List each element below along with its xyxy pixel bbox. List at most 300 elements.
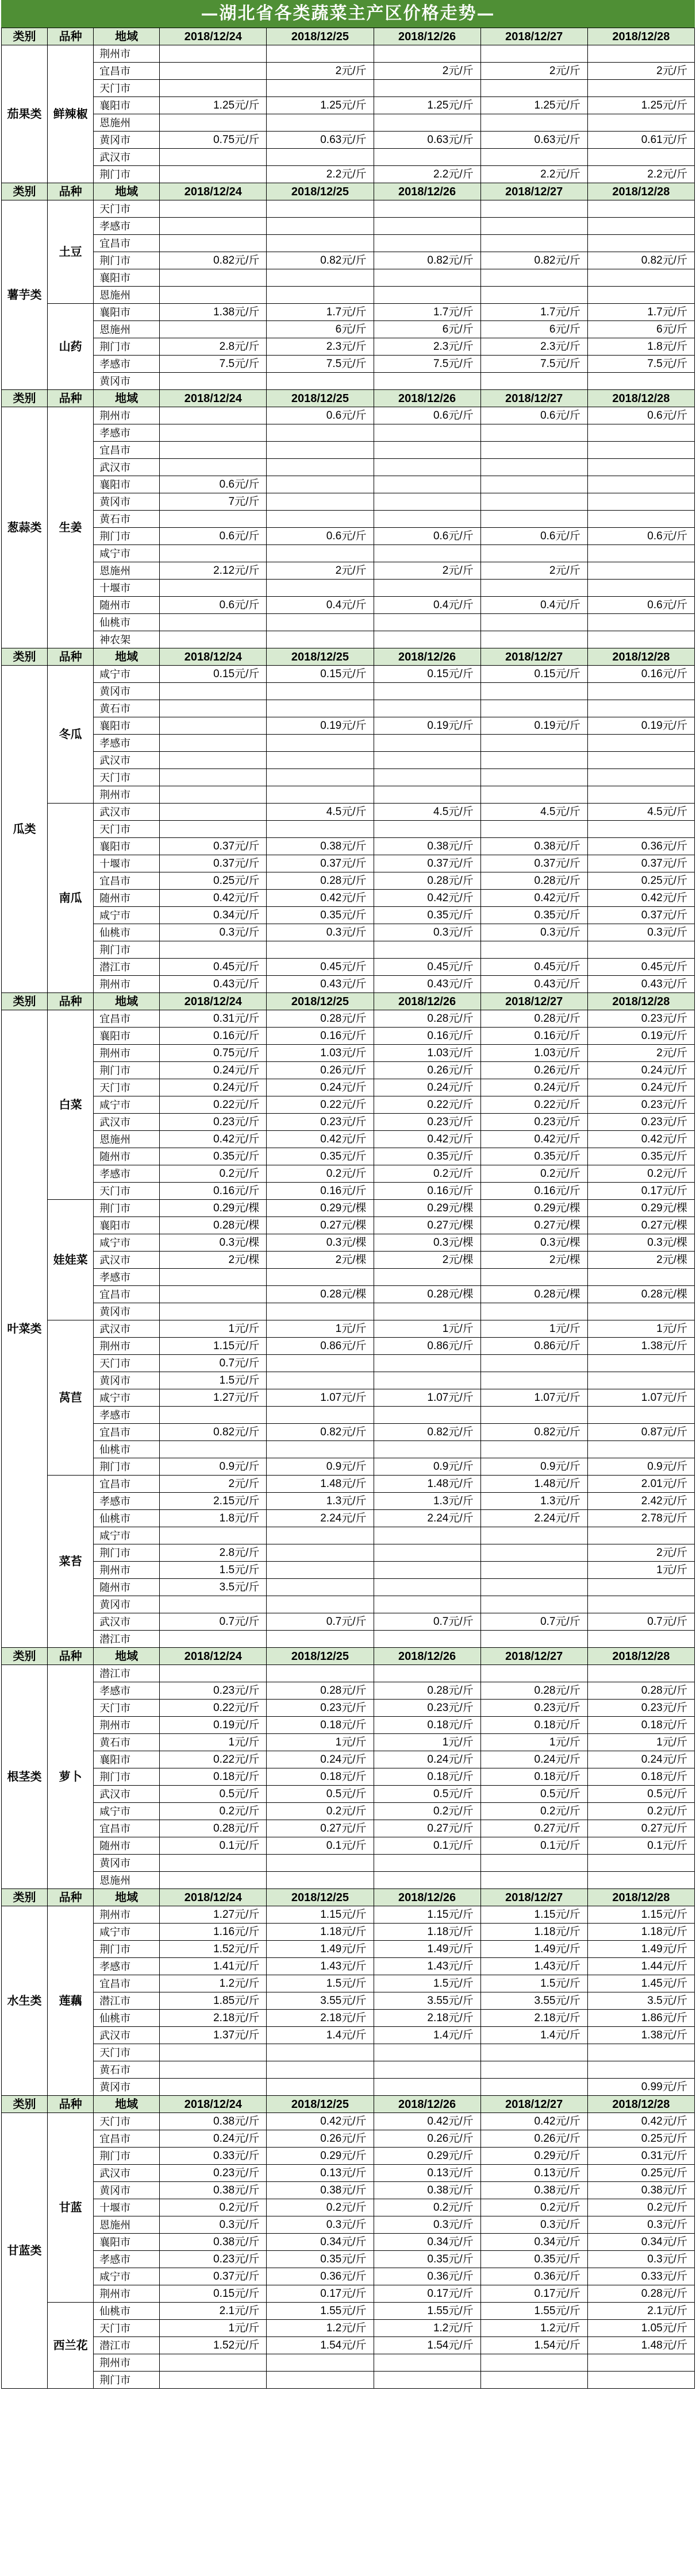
price-cell bbox=[267, 1355, 374, 1372]
price-cell: 0.23元/斤 bbox=[267, 1114, 374, 1131]
price-cell bbox=[267, 459, 374, 476]
region-cell: 宜昌市 bbox=[94, 1424, 160, 1441]
table-row bbox=[2, 1062, 695, 1079]
price-cell: 0.86元/斤 bbox=[374, 1338, 480, 1355]
price-cell: 7.5元/斤 bbox=[480, 356, 587, 373]
table-row bbox=[2, 700, 695, 717]
price-cell: 0.43元/斤 bbox=[160, 976, 267, 993]
table-row bbox=[2, 511, 695, 528]
price-cell bbox=[374, 1544, 480, 1562]
price-cell: 4.5元/斤 bbox=[374, 804, 480, 821]
price-cell: 0.24元/斤 bbox=[587, 1062, 694, 1079]
price-cell: 7.5元/斤 bbox=[374, 356, 480, 373]
price-cell: 0.18元/斤 bbox=[267, 1717, 374, 1734]
price-cell: 0.13元/斤 bbox=[374, 2165, 480, 2182]
price-cell: 1.15元/斤 bbox=[480, 1906, 587, 1924]
header-cell: 品种 bbox=[48, 2096, 94, 2113]
price-cell: 1.52元/斤 bbox=[160, 1941, 267, 1958]
price-cell: 0.1元/斤 bbox=[267, 1837, 374, 1855]
price-cell: 2.18元/斤 bbox=[480, 2010, 587, 2027]
price-cell bbox=[160, 149, 267, 166]
price-cell bbox=[160, 1303, 267, 1320]
price-cell: 0.42元/斤 bbox=[374, 890, 480, 907]
price-cell: 2.12元/斤 bbox=[160, 562, 267, 580]
region-cell: 天门市 bbox=[94, 80, 160, 97]
price-cell: 1元/斤 bbox=[374, 1320, 480, 1338]
region-cell: 荆门市 bbox=[94, 1200, 160, 1217]
section-header-row bbox=[2, 1648, 695, 1665]
region-cell: 潜江市 bbox=[94, 959, 160, 976]
region-cell: 武汉市 bbox=[94, 1320, 160, 1338]
region-cell: 咸宁市 bbox=[94, 1527, 160, 1544]
price-cell: 4.5元/斤 bbox=[267, 804, 374, 821]
price-cell: 1.85元/斤 bbox=[160, 1992, 267, 2010]
region-cell: 荆州市 bbox=[94, 1906, 160, 1924]
price-cell: 0.29元/棵 bbox=[160, 1200, 267, 1217]
price-cell: 0.82元/斤 bbox=[374, 1424, 480, 1441]
region-cell: 黄石市 bbox=[94, 1734, 160, 1751]
price-cell: 2.15元/斤 bbox=[160, 1493, 267, 1510]
region-cell: 天门市 bbox=[94, 1700, 160, 1717]
price-cell: 1.2元/斤 bbox=[267, 2320, 374, 2337]
price-cell bbox=[160, 752, 267, 769]
price-cell: 1.49元/斤 bbox=[374, 1941, 480, 1958]
price-cell bbox=[374, 1441, 480, 1458]
region-cell: 宜昌市 bbox=[94, 1975, 160, 1992]
price-cell: 0.5元/斤 bbox=[587, 1786, 694, 1803]
table-row bbox=[2, 269, 695, 287]
price-cell: 2元/斤 bbox=[160, 1476, 267, 1493]
price-cell bbox=[160, 287, 267, 304]
price-cell bbox=[374, 1562, 480, 1579]
table-row bbox=[2, 804, 695, 821]
price-cell: 0.18元/斤 bbox=[587, 1768, 694, 1786]
price-cell bbox=[374, 786, 480, 804]
region-cell: 十堰市 bbox=[94, 855, 160, 872]
table-row bbox=[2, 1510, 695, 1527]
price-cell: 0.16元/斤 bbox=[160, 1183, 267, 1200]
price-cell: 0.16元/斤 bbox=[267, 1183, 374, 1200]
region-cell: 咸宁市 bbox=[94, 1096, 160, 1114]
price-cell: 0.7元/斤 bbox=[267, 1613, 374, 1631]
price-cell: 0.9元/斤 bbox=[587, 1458, 694, 1476]
table-row bbox=[2, 252, 695, 269]
region-cell: 孝感市 bbox=[94, 218, 160, 235]
table-row bbox=[2, 1906, 695, 1924]
price-cell bbox=[160, 821, 267, 838]
price-cell: 0.23元/斤 bbox=[587, 1114, 694, 1131]
price-cell: 0.1元/斤 bbox=[374, 1837, 480, 1855]
price-cell bbox=[480, 786, 587, 804]
price-cell: 0.22元/斤 bbox=[374, 1096, 480, 1114]
table-row bbox=[2, 924, 695, 941]
table-row bbox=[2, 2285, 695, 2303]
price-cell bbox=[374, 1855, 480, 1872]
header-cell: 品种 bbox=[48, 1648, 94, 1665]
table-row bbox=[2, 631, 695, 648]
price-cell: 0.27元/棵 bbox=[587, 1217, 694, 1234]
region-cell: 荆州市 bbox=[94, 1338, 160, 1355]
price-cell: 0.17元/斤 bbox=[587, 1183, 694, 1200]
category-cell: 叶菜类 bbox=[2, 1010, 48, 1648]
region-cell: 天门市 bbox=[94, 200, 160, 218]
price-cell bbox=[267, 1855, 374, 1872]
table-row bbox=[2, 769, 695, 786]
section-header-row bbox=[2, 648, 695, 666]
price-cell: 2.18元/斤 bbox=[267, 2010, 374, 2027]
region-cell: 武汉市 bbox=[94, 804, 160, 821]
region-cell: 荆门市 bbox=[94, 1544, 160, 1562]
price-cell: 0.19元/斤 bbox=[587, 1028, 694, 1045]
variety-cell: 西兰花 bbox=[48, 2303, 94, 2389]
price-cell bbox=[587, 200, 694, 218]
table-row bbox=[2, 2268, 695, 2285]
header-cell: 类别 bbox=[2, 1648, 48, 1665]
variety-cell: 莴苣 bbox=[48, 1320, 94, 1476]
price-cell: 0.45元/斤 bbox=[480, 959, 587, 976]
header-cell: 2018/12/28 bbox=[587, 390, 694, 407]
table-row bbox=[2, 1148, 695, 1165]
price-cell: 0.28元/斤 bbox=[480, 1010, 587, 1028]
price-cell bbox=[267, 1562, 374, 1579]
price-cell bbox=[267, 1665, 374, 1682]
table-row bbox=[2, 1269, 695, 1286]
table-row bbox=[2, 1010, 695, 1028]
price-cell bbox=[480, 1441, 587, 1458]
price-cell bbox=[267, 786, 374, 804]
price-cell: 0.17元/斤 bbox=[480, 2285, 587, 2303]
table-row bbox=[2, 1286, 695, 1303]
price-cell bbox=[160, 700, 267, 717]
price-cell bbox=[480, 45, 587, 63]
table-row bbox=[2, 1975, 695, 1992]
price-cell: 0.23元/斤 bbox=[160, 2165, 267, 2182]
price-cell: 0.22元/斤 bbox=[160, 1096, 267, 1114]
price-cell: 0.29元/棵 bbox=[587, 1200, 694, 1217]
price-cell: 0.2元/斤 bbox=[160, 1803, 267, 1820]
price-cell: 1元/斤 bbox=[587, 1734, 694, 1751]
table-row bbox=[2, 1252, 695, 1269]
price-cell: 0.6元/斤 bbox=[587, 528, 694, 545]
price-cell bbox=[160, 631, 267, 648]
price-cell: 4.5元/斤 bbox=[587, 804, 694, 821]
price-cell: 4.5元/斤 bbox=[480, 804, 587, 821]
price-cell: 1.43元/斤 bbox=[267, 1958, 374, 1975]
price-cell bbox=[160, 2079, 267, 2096]
table-row bbox=[2, 1234, 695, 1252]
price-cell: 1.18元/斤 bbox=[587, 1924, 694, 1941]
price-cell: 0.42元/斤 bbox=[587, 1131, 694, 1148]
price-cell bbox=[587, 235, 694, 252]
region-cell: 孝感市 bbox=[94, 2251, 160, 2268]
price-cell: 0.2元/斤 bbox=[480, 2199, 587, 2216]
price-cell bbox=[267, 631, 374, 648]
price-cell bbox=[480, 2372, 587, 2389]
price-cell: 1元/斤 bbox=[267, 1320, 374, 1338]
price-cell bbox=[160, 717, 267, 735]
price-report bbox=[1, 0, 695, 2389]
price-cell bbox=[587, 424, 694, 442]
region-cell: 荆门市 bbox=[94, 528, 160, 545]
price-cell: 3.55元/斤 bbox=[374, 1992, 480, 2010]
price-cell: 2.18元/斤 bbox=[374, 2010, 480, 2027]
price-cell bbox=[480, 614, 587, 631]
price-cell: 0.2元/斤 bbox=[587, 1165, 694, 1183]
price-cell: 2元/斤 bbox=[587, 1045, 694, 1062]
region-cell: 黄石市 bbox=[94, 511, 160, 528]
price-cell: 0.15元/斤 bbox=[160, 2285, 267, 2303]
price-cell: 0.1元/斤 bbox=[160, 1837, 267, 1855]
price-cell: 0.2元/斤 bbox=[374, 2199, 480, 2216]
table-row bbox=[2, 1803, 695, 1820]
price-cell: 0.6元/斤 bbox=[160, 528, 267, 545]
header-cell: 2018/12/24 bbox=[160, 183, 267, 200]
price-cell: 1.86元/斤 bbox=[587, 2010, 694, 2027]
variety-cell: 甘蓝 bbox=[48, 2113, 94, 2303]
price-cell bbox=[374, 269, 480, 287]
price-cell: 0.42元/斤 bbox=[480, 1131, 587, 1148]
price-cell: 1.7元/斤 bbox=[587, 304, 694, 321]
price-cell bbox=[480, 80, 587, 97]
price-cell: 0.38元/斤 bbox=[267, 2182, 374, 2199]
region-cell: 武汉市 bbox=[94, 149, 160, 166]
region-cell: 咸宁市 bbox=[94, 1389, 160, 1407]
price-cell bbox=[587, 114, 694, 132]
table-row bbox=[2, 149, 695, 166]
price-cell: 1.2元/斤 bbox=[480, 2320, 587, 2337]
price-cell: 1.05元/斤 bbox=[587, 2320, 694, 2337]
section-header-row bbox=[2, 390, 695, 407]
price-cell bbox=[160, 511, 267, 528]
price-cell bbox=[587, 493, 694, 511]
region-cell: 黄冈市 bbox=[94, 493, 160, 511]
price-cell: 3.55元/斤 bbox=[267, 1992, 374, 2010]
price-cell: 0.35元/斤 bbox=[374, 907, 480, 924]
price-cell: 1.03元/斤 bbox=[480, 1045, 587, 1062]
region-cell: 荆州市 bbox=[94, 2285, 160, 2303]
price-cell: 7.5元/斤 bbox=[587, 356, 694, 373]
price-cell: 0.13元/斤 bbox=[267, 2165, 374, 2182]
region-cell: 随州市 bbox=[94, 1837, 160, 1855]
price-cell bbox=[480, 1631, 587, 1648]
price-cell: 0.6元/斤 bbox=[480, 407, 587, 424]
price-cell: 1元/斤 bbox=[160, 2320, 267, 2337]
region-cell: 恩施州 bbox=[94, 1131, 160, 1148]
price-cell: 1元/斤 bbox=[587, 1562, 694, 1579]
header-cell: 2018/12/24 bbox=[160, 2096, 267, 2113]
price-cell: 1.37元/斤 bbox=[160, 2027, 267, 2044]
price-cell: 2.01元/斤 bbox=[587, 1476, 694, 1493]
table-row bbox=[2, 890, 695, 907]
price-cell: 1.7元/斤 bbox=[267, 304, 374, 321]
price-cell bbox=[160, 166, 267, 183]
price-cell bbox=[587, 1355, 694, 1372]
price-cell bbox=[480, 2044, 587, 2061]
price-cell bbox=[587, 700, 694, 717]
region-cell: 神农架 bbox=[94, 631, 160, 648]
table-row bbox=[2, 2354, 695, 2372]
table-row bbox=[2, 2182, 695, 2199]
price-cell: 1.2元/斤 bbox=[160, 1975, 267, 1992]
price-cell bbox=[160, 442, 267, 459]
region-cell: 天门市 bbox=[94, 1355, 160, 1372]
price-cell: 0.36元/斤 bbox=[480, 2268, 587, 2285]
price-cell: 0.35元/斤 bbox=[267, 1148, 374, 1165]
price-cell: 0.1元/斤 bbox=[480, 1837, 587, 1855]
price-cell: 0.33元/斤 bbox=[587, 2268, 694, 2285]
price-cell: 0.15元/斤 bbox=[160, 666, 267, 683]
table-row bbox=[2, 80, 695, 97]
price-cell: 0.2元/斤 bbox=[480, 1803, 587, 1820]
price-cell: 1.15元/斤 bbox=[587, 1906, 694, 1924]
price-cell: 0.38元/斤 bbox=[480, 2182, 587, 2199]
price-cell: 0.27元/棵 bbox=[267, 1217, 374, 1234]
price-cell: 0.38元/斤 bbox=[160, 2182, 267, 2199]
price-cell: 1元/斤 bbox=[160, 1734, 267, 1751]
price-cell: 0.3元/斤 bbox=[480, 2216, 587, 2234]
price-cell: 0.82元/斤 bbox=[160, 252, 267, 269]
price-cell: 0.2元/斤 bbox=[480, 1165, 587, 1183]
price-cell bbox=[480, 114, 587, 132]
table-row bbox=[2, 1527, 695, 1544]
region-cell: 襄阳市 bbox=[94, 1028, 160, 1045]
price-cell: 0.5元/斤 bbox=[374, 1786, 480, 1803]
price-cell: 0.28元/斤 bbox=[587, 2285, 694, 2303]
price-cell: 0.6元/斤 bbox=[587, 597, 694, 614]
price-cell bbox=[374, 1579, 480, 1596]
header-cell: 2018/12/26 bbox=[374, 1889, 480, 1906]
header-cell: 2018/12/26 bbox=[374, 2096, 480, 2113]
price-cell bbox=[587, 562, 694, 580]
price-cell: 0.37元/斤 bbox=[267, 855, 374, 872]
price-cell: 0.43元/斤 bbox=[267, 976, 374, 993]
price-cell: 2.1元/斤 bbox=[587, 2303, 694, 2320]
category-cell: 茄果类 bbox=[2, 45, 48, 183]
price-cell: 0.9元/斤 bbox=[267, 1458, 374, 1476]
price-cell: 0.45元/斤 bbox=[160, 959, 267, 976]
price-cell: 1.54元/斤 bbox=[267, 2337, 374, 2354]
price-cell bbox=[160, 1872, 267, 1889]
price-cell bbox=[587, 941, 694, 959]
price-cell: 0.16元/斤 bbox=[480, 1183, 587, 1200]
price-cell: 0.29元/斤 bbox=[267, 2148, 374, 2165]
price-cell bbox=[160, 804, 267, 821]
table-row bbox=[2, 476, 695, 493]
price-cell: 0.27元/棵 bbox=[374, 1217, 480, 1234]
region-cell: 随州市 bbox=[94, 1148, 160, 1165]
price-cell bbox=[160, 200, 267, 218]
region-cell: 随州市 bbox=[94, 890, 160, 907]
price-cell: 0.2元/斤 bbox=[587, 1803, 694, 1820]
price-cell bbox=[480, 493, 587, 511]
table-row bbox=[2, 2113, 695, 2130]
price-cell: 0.31元/斤 bbox=[160, 1010, 267, 1028]
variety-cell: 冬瓜 bbox=[48, 666, 94, 804]
table-row bbox=[2, 1544, 695, 1562]
table-row bbox=[2, 235, 695, 252]
region-cell: 襄阳市 bbox=[94, 269, 160, 287]
price-cell: 0.63元/斤 bbox=[267, 132, 374, 149]
header-cell: 品种 bbox=[48, 993, 94, 1010]
price-cell: 3.5元/斤 bbox=[160, 1579, 267, 1596]
price-cell bbox=[587, 614, 694, 631]
price-cell: 1.43元/斤 bbox=[374, 1958, 480, 1975]
price-cell: 1元/斤 bbox=[587, 1320, 694, 1338]
price-cell bbox=[587, 769, 694, 786]
price-cell: 0.29元/斤 bbox=[374, 2148, 480, 2165]
region-cell: 十堰市 bbox=[94, 580, 160, 597]
price-cell: 0.28元/斤 bbox=[587, 1682, 694, 1700]
price-cell: 0.28元/斤 bbox=[267, 872, 374, 890]
price-cell bbox=[267, 614, 374, 631]
price-cell bbox=[587, 580, 694, 597]
price-cell bbox=[587, 683, 694, 700]
price-cell: 0.6元/斤 bbox=[587, 407, 694, 424]
price-cell bbox=[267, 1372, 374, 1389]
price-cell: 0.34元/斤 bbox=[480, 2234, 587, 2251]
region-cell: 恩施州 bbox=[94, 2216, 160, 2234]
table-row bbox=[2, 1493, 695, 1510]
price-cell: 1.48元/斤 bbox=[480, 1476, 587, 1493]
region-cell: 襄阳市 bbox=[94, 1217, 160, 1234]
price-cell bbox=[267, 580, 374, 597]
price-cell bbox=[267, 1407, 374, 1424]
header-cell: 品种 bbox=[48, 1889, 94, 1906]
price-cell bbox=[480, 1303, 587, 1320]
region-cell: 荆州市 bbox=[94, 1717, 160, 1734]
region-cell: 荆州市 bbox=[94, 407, 160, 424]
table-row bbox=[2, 1131, 695, 1148]
price-cell bbox=[480, 1407, 587, 1424]
region-cell: 黄冈市 bbox=[94, 1372, 160, 1389]
price-cell: 0.82元/斤 bbox=[480, 1424, 587, 1441]
price-cell: 0.28元/斤 bbox=[480, 872, 587, 890]
price-cell: 0.19元/斤 bbox=[480, 717, 587, 735]
price-cell: 2元/斤 bbox=[374, 63, 480, 80]
price-cell: 0.2元/斤 bbox=[160, 1165, 267, 1183]
region-cell: 孝感市 bbox=[94, 356, 160, 373]
price-cell: 1.49元/斤 bbox=[267, 1941, 374, 1958]
price-cell bbox=[480, 683, 587, 700]
region-cell: 潜江市 bbox=[94, 1992, 160, 2010]
price-cell: 1.38元/斤 bbox=[587, 2027, 694, 2044]
price-cell: 0.37元/斤 bbox=[587, 855, 694, 872]
price-cell: 0.4元/斤 bbox=[480, 597, 587, 614]
price-cell: 0.42元/斤 bbox=[160, 890, 267, 907]
price-cell: 0.24元/斤 bbox=[587, 1079, 694, 1096]
price-cell: 1元/斤 bbox=[267, 1734, 374, 1751]
price-cell: 0.23元/斤 bbox=[374, 1114, 480, 1131]
header-cell: 2018/12/26 bbox=[374, 993, 480, 1010]
table-row bbox=[2, 373, 695, 390]
section-header-row bbox=[2, 2096, 695, 2113]
price-cell bbox=[374, 2061, 480, 2079]
header-cell: 地域 bbox=[94, 28, 160, 45]
price-cell: 2.18元/斤 bbox=[160, 2010, 267, 2027]
region-cell: 咸宁市 bbox=[94, 545, 160, 562]
price-cell bbox=[587, 2044, 694, 2061]
price-cell: 0.7元/斤 bbox=[480, 1613, 587, 1631]
header-cell: 2018/12/28 bbox=[587, 1648, 694, 1665]
price-cell: 0.2元/斤 bbox=[587, 2199, 694, 2216]
price-cell: 3.55元/斤 bbox=[480, 1992, 587, 2010]
price-cell bbox=[587, 545, 694, 562]
table-row bbox=[2, 1217, 695, 1234]
price-cell: 0.16元/斤 bbox=[480, 1028, 587, 1045]
price-cell: 2.42元/斤 bbox=[587, 1493, 694, 1510]
table-row bbox=[2, 407, 695, 424]
price-cell: 1.5元/斤 bbox=[374, 1975, 480, 1992]
